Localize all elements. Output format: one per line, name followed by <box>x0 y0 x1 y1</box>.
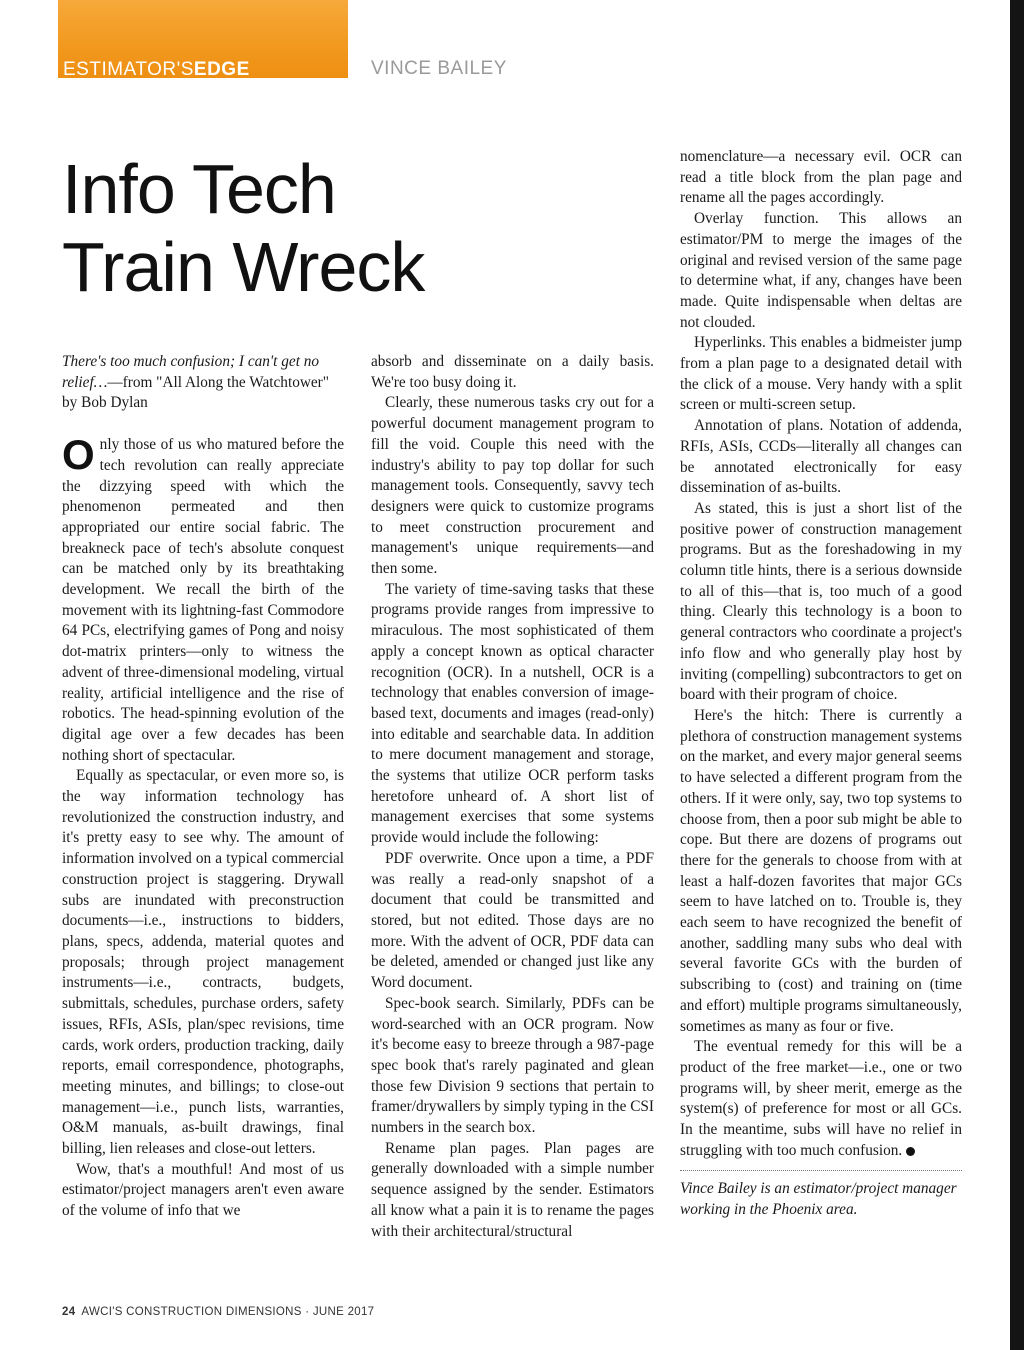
paragraph: Annotation of plans. Notation of addenda, RFIs, ASIs, CCDs—literally all changes can be annotated electronically for easy dissemination of as-builts. <box>680 417 962 497</box>
paragraph: Spec-book search. Similarly, PDFs can be word-searched with an OCR program. Now it's become easy to breeze through a 987-page spec book that's rarely paginated and glean those few Division 9 sections that pertain to framer/drywallers by simply typing in the CSI numbers in the search box. <box>371 994 654 1137</box>
title-line-2: Train Wreck <box>62 228 425 306</box>
title-line-1: Info Tech <box>62 150 336 228</box>
paragraph: absorb and disseminate on a daily basis. We're too busy doing it. <box>371 353 654 391</box>
page-edge-bar <box>1010 0 1024 1350</box>
drop-cap: O <box>62 431 95 479</box>
section-label <box>63 59 250 81</box>
paragraph: Rename plan pages. Plan pages are generally downloaded with a simple number sequence assigned by the sender. Estimators all know what a pain it is to rename the pages with their architectural/structural <box>371 1139 654 1240</box>
author-bio: Vince Bailey is an estimator/project manager working in the Phoenix area. <box>680 1180 957 1219</box>
page-number: 24 <box>62 1306 76 1318</box>
paragraph <box>680 1037 962 1161</box>
paragraph: Here's the hitch: There is currently a plethora of construction management systems on the market, and every major general seems to have selected a different program from the others. If it were only, say, two top systems to choose from, then a poor sub might be able to cope. But there are dozens of programs out there for the generals to choose from with at least a half-dozen favorites that major GCs seem to have latched on to. Trouble is, they each seem to have recognized the benefit of another, saddling many subs who deal with several favorite GCs with the burden of subscribing to (cost) and training on (time and effort) multiple programs simultaneously, sometimes as many as four or five. <box>680 706 962 1035</box>
epigraph-source: —from "All Along the Watchtower" by Bob Dylan <box>62 373 330 412</box>
paragraph <box>62 431 344 766</box>
paragraph: nomenclature—a necessary evil. OCR can read a title block from the plan page and rename all the pages accordingly. <box>680 148 962 207</box>
paragraph: Wow, that's a mouthful! And most of us estimator/project managers aren't even aware of the volume of info that we <box>62 1160 344 1220</box>
author-header: VINCE BAILEY <box>371 58 507 79</box>
page-footer <box>62 1306 374 1318</box>
column-2 <box>371 352 654 1242</box>
publication-info: AWCI'S CONSTRUCTION DIMENSIONS · JUNE 2017 <box>81 1306 375 1318</box>
column-3 <box>680 147 962 1221</box>
paragraph: PDF overwrite. Once upon a time, a PDF was really a read-only snapshot of a document that could be transmitted and stored, but not edited. Those days are no more. With the advent of OCR, PDF data can be deleted, amended or changed just like any Word document. <box>371 849 654 992</box>
section-label-prefix: ESTIMATOR'S <box>63 59 194 80</box>
end-mark-icon <box>906 1147 915 1156</box>
paragraph-text: nly those of us who matured before the tech revolution can really appreciate the dizzying speed with which the phenomenon permeated and then appropriated our entire social fabric. The breakneck pace of tech's absolute conquest can be matched only by its breathtaking development. We recall the birth of the movement with its lightning-fast Commodore 64 PCs, electrifying games of Pong and noisy dot-matrix printers—only to witness the advent of three-dimensional modeling, virtual reality, artificial intelligence and the rise of robotics. The head-spinning evolution of the digital age over a few decades has been nothing short of spectacular. <box>62 436 344 764</box>
paragraph: Clearly, these numerous tasks cry out for a powerful document management program to fill the void. Couple this need with the industry's ability to pay top dollar for such management tools. Consequently, savvy tech designers were quick to customize programs to meet construction procurement and management's unique requirements—and then some. <box>371 394 654 578</box>
epigraph <box>62 352 344 414</box>
paragraph: The variety of time-saving tasks that these programs provide ranges from impressive to miraculous. The most sophisticated of them apply a concept known as optical character recognition (OCR). In a nutshell, OCR is a technology that enables conversion of image-based text, documents and images (read-only) into editable and searchable data. In addition to mere document management and storage, the systems that utilize OCR perform tasks heretofore unheard of. A short list of management exercises that some systems provide would include the following: <box>371 580 654 847</box>
section-label-suffix: EDGE <box>193 59 250 80</box>
paragraph: Overlay function. This allows an estimator/PM to merge the images of the original and revised version of the same page to determine what, if any, changes have been made. Quite indispensable when deltas are not clouded. <box>680 210 962 331</box>
epigraph-quote: There's too much confusion; I can't get no relief… <box>62 353 320 391</box>
column-1 <box>62 352 344 1222</box>
paragraph: Equally as spectacular, or even more so, is the way information technology has revolutionized the construction industry, and it's pretty easy to see why. The amount of information involved on a typical commercial construction project is staggering. Drywall subs are inundated with preconstruction documents—i.e., instructions to bidders, plans, specs, addenda, material quotes and proposals; through project management instruments—i.e., contracts, budgets, submittals, schedules, purchase orders, safety issues, RFIs, ASIs, plan/spec revisions, time cards, work orders, production tracking, daily reports, email correspondence, photographs, meeting minutes, and billings; to close-out management—i.e., punch lists, warranties, O&M manuals, as-built drawings, final billing, lien releases and close-out letters. <box>62 767 344 1158</box>
paragraph: As stated, this is just a short list of the positive power of construction management programs. But as the foreshadowing in my column title hints, there is a serious downside to all of this—that is, too much of a good thing. Clearly this technology is a boon to general contractors who coordinate a project's info flow and who generally play host by inviting (compelling) subcontractors to get on board with their program of choice. <box>680 499 962 704</box>
paragraph-text: The eventual remedy for this will be a product of the free market—i.e., one or two programs will, by sheer merit, emerge as the system(s) of preference for most or all GCs. In the meantime, subs will have no relief in struggling with too much confusion. <box>680 1038 962 1159</box>
paragraph: Hyperlinks. This enables a bidmeister jump from a plan page to a designated detail with the click of a mouse. Very handy with a split screen or multi-screen setup. <box>680 334 962 414</box>
bio-divider <box>680 1170 962 1171</box>
article-title <box>62 150 425 306</box>
